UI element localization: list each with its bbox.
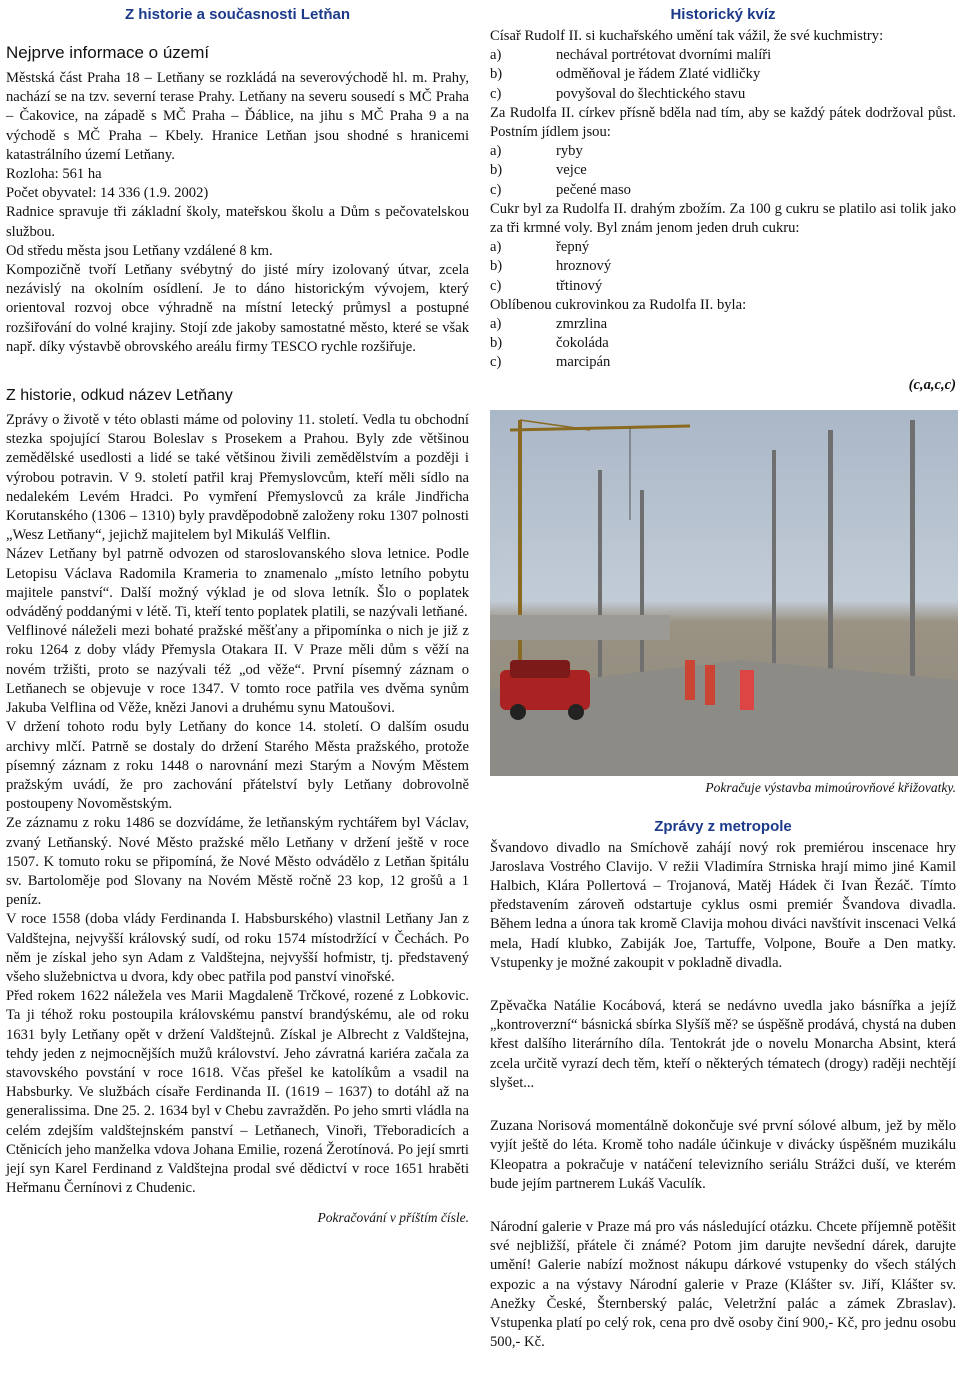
paragraph: Ze záznamu z roku 1486 se dozvídáme, že letňanským rychtářem byl Václav, zvaný Letňanský. Nové Město pražské mělo Letňany v držení ještě v roce 1507. K tomuto roku se připomíná, že Nové Město odvádělo z Letňan špitálu sv. Bartoloměje pod Slovany na Novém Městě ročně 23 kop, 12 grošů a 1 peníz. bbox=[6, 815, 469, 909]
quiz-option: b) vejce bbox=[490, 162, 587, 179]
news-title: Zprávy z metropole bbox=[654, 817, 792, 835]
paragraph: Radnice spravuje tři základní školy, mateřskou školu a Dům s pečovatelskou službou. bbox=[6, 204, 469, 240]
quiz-option: a) zmrzlina bbox=[490, 316, 608, 333]
quiz-option: c) pečené maso bbox=[490, 181, 631, 198]
news-item: Švandovo divadlo na Smíchově zahájí nový rok premiérou inscenace hry Jaroslava Vostrého Clavijo. V režii Vladimíra Strniska hrají mimo jiné Kamil Halbich, Klára Pollertová – Trojanová, Matěj Hádek či Ivan Řezáč. Tímto představením zároveň odstartuje cyklus osmi premiér Švandova divadla. Během ledna a února tak kromě Clavija mohou diváci navštívit inscenaci Velká mela, Hadí klubko, Zabiják Joe, Tartuffe, Volpone, Bouře a Den matky. Vstupenky je možné zakoupit v pokladně divadla. bbox=[490, 839, 956, 971]
quiz-title: Historický kvíz bbox=[670, 6, 776, 23]
section-heading-territory: Nejprve informace o území bbox=[6, 43, 210, 62]
paragraph: Před rokem 1622 náležela ves Marii Magdaleně Trčkové, rozené z Lobkovic. Ta ji téhož roku postoupila královskému panství brandýskému, ale od roku 1631 byly Letňany opět v držení Valdštejnů. Získal je Albrecht z Valdštejna, tehdy jeden z nejmocnějších mužů království. Jeho závratná kariéra začala za stavovského povstání v roce 1618. Včas přešel ke katolíkům a vsadil na Habsburky. Ve službách císaře Ferdinanda II. (1619 – 1637) to dotáhl až na generalissima. Dne 25. 2. 1634 byl v Chebu zavražděn. Po jeho smrti vládla na celém zdejším valdštejnském panství – Letňanech, Vinoři, Třeboradicích a Ctěnicích jeho manželka vdova Johana Emilie, rozená Žerotínová. Po její smrti její syn Karel Ferdinand z Valdštejna prodal své dědictví v roce 1651 hraběti Heřmanu Černínovi z Chudenic. bbox=[6, 988, 469, 1197]
quiz-question: Oblíbenou cukrovinkou za Rudolfa II. byla: bbox=[490, 296, 747, 313]
quiz-answer: (c,a,c,c) bbox=[908, 376, 956, 393]
quiz-option: b) odměňoval je řádem Zlaté vidličky bbox=[490, 66, 761, 83]
quiz-option: c) třtinový bbox=[490, 277, 603, 294]
paragraph: Zprávy o životě v této oblasti máme od poloviny 11. století. Vedla tu obchodní stezka spojující Starou Boleslav s Prosekem a Prahou. Byly zde většinou zemědělské usedlosti a lidé se také většinou živili zemědělstvím a později i výrobou potravin. V 9. století patřil kraj Přemyslovcům, kteří měli sídlo na nedalekém Levém Hradci. Po vymření Přemyslovců za krále Jindřicha Korutanského (1306 – 1310) byly pravděpodobně založeny roku 1307 polnosti „Wesz Letňany“, jejichž majitelem byl Mikuláš Velflin. bbox=[6, 412, 469, 544]
news-item: Zuzana Norisová momentálně dokončuje své první sólové album, jež by mělo vyjít ještě do léta. Kromě toho nadále účinkuje v divácky úspěšném muzikálu Kleopatra a pokračuje v natáčení televizního seriálu Strážci duší, ve kterém bude jejím partnerem Lukáš Vaculík. bbox=[490, 1118, 956, 1192]
paragraph: Městská část Praha 18 – Letňany se rozkládá na severovýchodě hl. m. Prahy, nachází se na tzv. severní terase Prahy. Letňany na severu sousedí s MČ Praha – Čakovice, na západě s MČ Praha – Ďáblice, na jihu s MČ Praha 9 a na východě s MČ Praha – Kbely. Hranice Letňan jsou shodné s hranicemi katastrálního území Letňany. bbox=[6, 70, 469, 163]
quiz-option: b) čokoláda bbox=[490, 335, 609, 352]
left-column bbox=[6, 0, 469, 1226]
construction-scene-illustration bbox=[490, 410, 958, 776]
article-title: Z historie a současnosti Letňan bbox=[124, 6, 351, 23]
quiz-option: a) ryby bbox=[490, 143, 583, 160]
quiz-question: Císař Rudolf II. si kuchařského umění tak vážil, že své kuchmistry: bbox=[490, 28, 884, 44]
section-heading-history: Z historie, odkud název Letňany bbox=[6, 387, 233, 405]
photo-caption: Pokračuje výstavba mimoúrovňové křižovatky. bbox=[705, 779, 956, 795]
paragraph: Název Letňany byl patrně odvozen od staroslovanského slova letnice. Podle Letopisu Václava Radomila Krameria to znamenalo „místo letního pobytu majitele panství“. Další možný výklad je od slova letník. Šlo o poplatek odváděný poddanými v létě. Ti, kteří tento poplatek platili, se nazývali letňané. bbox=[6, 546, 469, 621]
right-column bbox=[490, 0, 956, 1376]
paragraph: Velflinové náleželi mezi bohaté pražské měšťany a připomínka o nich je již z roku 1264 z doby vlády Přemysla Otakara II. V Praze měli dům s věží na novém tržišti, proto se nazývali též „od věže“. První písemný záznam o Letňanech se objevuje v roce 1347. V tomto roce patřila ves dvěma synům Jakuba Velflina od Věže, knězi Janovi a druhému synu Matoušovi. bbox=[6, 623, 469, 717]
population-line: Počet obyvatel: 14 336 (1.9. 2002) bbox=[6, 185, 209, 202]
construction-photo bbox=[490, 410, 958, 776]
quiz-option: c) povyšoval do šlechtického stavu bbox=[490, 85, 746, 102]
paragraph: Kompozičně tvoří Letňany svébytný do jisté míry izolovaný útvar, zcela nezávislý na okolním osídlení. Je to dáno historickým vývojem, který orientoval rozvoj obce výhradně na místní letecký průmysl a postupné rozšiřování do volné krajiny. Stojí zde jakoby samostatné město, které se však např. díky výstavbě obrovského areálu firmy TESCO rychle rozšiřuje. bbox=[6, 262, 469, 355]
continuation-note: Pokračování v příštím čísle. bbox=[317, 1210, 469, 1226]
quiz-option: a) řepný bbox=[490, 239, 590, 256]
quiz-option: c) marcipán bbox=[490, 354, 611, 371]
news-item: Národní galerie v Praze má pro vás následující otázku. Chcete příjemně potěšit své nejbližší, přátele či známé? Potom jim darujte nevšední dárek, darujte umění! Galerie nabízí možnost nákupu dárkové vstupenky do všech stálých expozic a na výstavy Národní galerie v Praze (Klášter sv. Jiří, Klášter sv. Anežky České, Šternberský palác, Veletržní palác a zámek Zbraslav). Vstupenka platí po celý rok, cena pro dvě osoby činí 900,- Kč, pro jednu osobu 500,- Kč. bbox=[490, 1218, 956, 1351]
quiz-question: Za Rudolfa II. církev přísně bděla nad tím, aby se každý pátek dodržoval půst. Postním jídlem jsou: bbox=[490, 104, 956, 141]
paragraph: V roce 1558 (doba vlády Ferdinanda I. Habsburského) vlastnil Letňany Jan z Valdštejna, nejvyšší královský sudí, od roku 1574 místodržící v Čechách. Po něm je získal jeho syn Adam z Valdštejna, nejvyšší hofmistr, tj. představený všeho služebnictva u dvora, kdy obec patřila pod panství vinořské. bbox=[6, 911, 469, 985]
quiz-option: b) hroznový bbox=[490, 258, 612, 275]
quiz bbox=[490, 27, 956, 394]
quiz-question: Cukr byl za Rudolfa II. drahým zbožím. Za 100 g cukru se platilo asi tolik jako za tři krmné voly. Byl znám jenom jeden druh cukru: bbox=[490, 200, 956, 237]
area-line: Rozloha: 561 ha bbox=[6, 166, 102, 183]
quiz-option: a) nechával portrétovat dvorními malíři bbox=[490, 47, 772, 64]
paragraph: Od středu města jsou Letňany vzdálené 8 km. bbox=[6, 242, 273, 259]
news-item: Zpěvačka Natálie Kocábová, která se nedávno uvedla jako básnířka a jejíž „kontroverzní“ básnická sbírka Slyšíš mě? se úspěšně prodává, chystá na duben křest dalšího literárního díla. Tentokrát jde o novelu Monarcha Absint, která zcela určitě vyrazí dech těm, kteří o některých tématech (drogy) raději nechtějí slyšet... bbox=[490, 998, 956, 1091]
paragraph: V držení tohoto rodu byly Letňany do konce 14. století. O dalším osudu archivy mlčí. Patrně se dostaly do držení Starého Města pražského, protože písemný záznam z roku 1448 o narovnání mezi Starým a Novým Městem pražským uvádí, že pro zachování přátelství byly Letňany dobrovolně postoupeny Novoměstským. bbox=[6, 719, 469, 813]
